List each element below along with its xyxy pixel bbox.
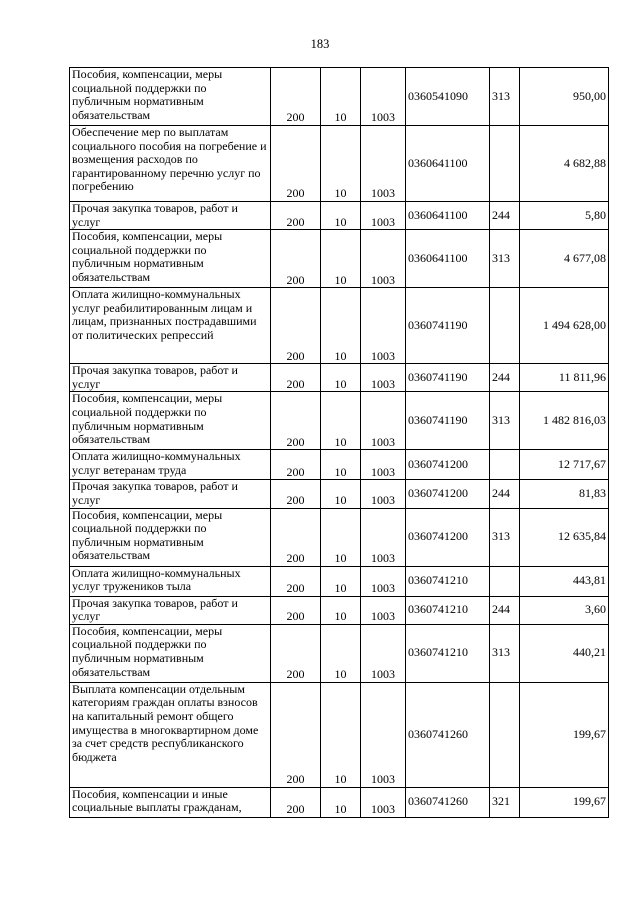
expense-type-code-cell: 244 — [490, 480, 520, 508]
section-code-cell: 10 — [321, 126, 361, 202]
amount-cell: 1 482 816,03 — [520, 392, 609, 450]
expense-type-code-cell: 313 — [490, 624, 520, 682]
table-row — [70, 230, 609, 288]
table-row — [70, 596, 609, 624]
table-row — [70, 68, 609, 126]
row-name-cell: Обеспечение мер по выплатам социального пособия на погребение и возмещения расходов по гарантированному перечню услуг по погребению — [70, 126, 271, 202]
row-name-cell: Оплата жилищно-коммунальных услуг тружеников тыла — [70, 566, 271, 596]
row-name-cell: Прочая закупка товаров, работ и услуг — [70, 596, 271, 624]
expense-type-code-cell: 244 — [490, 596, 520, 624]
table-row — [70, 392, 609, 450]
expense-type-code-cell: 321 — [490, 787, 520, 817]
ministry-code-cell: 200 — [271, 596, 321, 624]
row-name-cell: Пособия, компенсации, меры социальной поддержки по публичным нормативным обязательствам — [70, 624, 271, 682]
ministry-code-cell: 200 — [271, 364, 321, 392]
section-code-cell: 10 — [321, 68, 361, 126]
table-row — [70, 624, 609, 682]
row-name-cell: Пособия, компенсации, меры социальной поддержки по публичным нормативным обязательствам — [70, 392, 271, 450]
ministry-code-cell: 200 — [271, 288, 321, 364]
expense-type-code-cell: 313 — [490, 392, 520, 450]
expense-type-code-cell: 313 — [490, 230, 520, 288]
expense-type-code-cell: 313 — [490, 68, 520, 126]
amount-cell: 3,60 — [520, 596, 609, 624]
expense-type-code-cell — [490, 682, 520, 787]
table-row — [70, 566, 609, 596]
expense-type-code-cell: 244 — [490, 202, 520, 230]
section-code-cell: 10 — [321, 508, 361, 566]
section-code-cell: 10 — [321, 596, 361, 624]
budget-table — [69, 67, 609, 818]
amount-cell: 11 811,96 — [520, 364, 609, 392]
subsection-code-cell: 1003 — [361, 596, 406, 624]
target-article-code-cell: 0360741260 — [406, 682, 490, 787]
target-article-code-cell: 0360741190 — [406, 392, 490, 450]
subsection-code-cell: 1003 — [361, 392, 406, 450]
subsection-code-cell: 1003 — [361, 787, 406, 817]
subsection-code-cell: 1003 — [361, 480, 406, 508]
amount-cell: 950,00 — [520, 68, 609, 126]
ministry-code-cell: 200 — [271, 202, 321, 230]
amount-cell: 12 635,84 — [520, 508, 609, 566]
target-article-code-cell: 0360641100 — [406, 202, 490, 230]
amount-cell: 5,80 — [520, 202, 609, 230]
table-row — [70, 480, 609, 508]
section-code-cell: 10 — [321, 364, 361, 392]
amount-cell: 443,81 — [520, 566, 609, 596]
ministry-code-cell: 200 — [271, 624, 321, 682]
amount-cell: 199,67 — [520, 682, 609, 787]
target-article-code-cell: 0360741260 — [406, 787, 490, 817]
section-code-cell: 10 — [321, 202, 361, 230]
target-article-code-cell: 0360741200 — [406, 480, 490, 508]
amount-cell: 1 494 628,00 — [520, 288, 609, 364]
subsection-code-cell: 1003 — [361, 202, 406, 230]
row-name-cell: Оплата жилищно-коммунальных услуг ветеранам труда — [70, 450, 271, 480]
subsection-code-cell: 1003 — [361, 288, 406, 364]
subsection-code-cell: 1003 — [361, 68, 406, 126]
row-name-cell: Прочая закупка товаров, работ и услуг — [70, 202, 271, 230]
row-name-cell: Прочая закупка товаров, работ и услуг — [70, 480, 271, 508]
target-article-code-cell: 0360741210 — [406, 596, 490, 624]
subsection-code-cell: 1003 — [361, 566, 406, 596]
amount-cell: 4 682,88 — [520, 126, 609, 202]
ministry-code-cell: 200 — [271, 392, 321, 450]
expense-type-code-cell — [490, 126, 520, 202]
row-name-cell: Пособия, компенсации и иные социальные выплаты гражданам, — [70, 787, 271, 817]
target-article-code-cell: 0360541090 — [406, 68, 490, 126]
section-code-cell: 10 — [321, 682, 361, 787]
row-name-cell: Пособия, компенсации, меры социальной поддержки по публичным нормативным обязательствам — [70, 508, 271, 566]
section-code-cell: 10 — [321, 450, 361, 480]
subsection-code-cell: 1003 — [361, 230, 406, 288]
expense-type-code-cell — [490, 288, 520, 364]
target-article-code-cell: 0360741200 — [406, 450, 490, 480]
amount-cell: 12 717,67 — [520, 450, 609, 480]
section-code-cell: 10 — [321, 230, 361, 288]
row-name-cell: Пособия, компенсации, меры социальной поддержки по публичным нормативным обязательствам — [70, 230, 271, 288]
table-row — [70, 508, 609, 566]
subsection-code-cell: 1003 — [361, 624, 406, 682]
subsection-code-cell: 1003 — [361, 126, 406, 202]
table-row — [70, 682, 609, 787]
page-number: 183 — [310, 37, 330, 51]
ministry-code-cell: 200 — [271, 787, 321, 817]
ministry-code-cell: 200 — [271, 566, 321, 596]
row-name-cell: Оплата жилищно-коммунальных услуг реабилитированным лицам и лицам, признанных пострадавшими от политических репрессий — [70, 288, 271, 364]
amount-cell: 199,67 — [520, 787, 609, 817]
section-code-cell: 10 — [321, 288, 361, 364]
target-article-code-cell: 0360741190 — [406, 288, 490, 364]
table-row — [70, 288, 609, 364]
amount-cell: 440,21 — [520, 624, 609, 682]
table-body — [70, 68, 609, 818]
table-row — [70, 126, 609, 202]
amount-cell: 4 677,08 — [520, 230, 609, 288]
target-article-code-cell: 0360741210 — [406, 624, 490, 682]
section-code-cell: 10 — [321, 624, 361, 682]
ministry-code-cell: 200 — [271, 682, 321, 787]
table-row — [70, 364, 609, 392]
subsection-code-cell: 1003 — [361, 364, 406, 392]
expense-type-code-cell: 313 — [490, 508, 520, 566]
table-row — [70, 202, 609, 230]
amount-cell: 81,83 — [520, 480, 609, 508]
ministry-code-cell: 200 — [271, 68, 321, 126]
subsection-code-cell: 1003 — [361, 450, 406, 480]
target-article-code-cell: 0360741200 — [406, 508, 490, 566]
table-row — [70, 450, 609, 480]
ministry-code-cell: 200 — [271, 126, 321, 202]
row-name-cell: Пособия, компенсации, меры социальной поддержки по публичным нормативным обязательствам — [70, 68, 271, 126]
section-code-cell: 10 — [321, 566, 361, 596]
target-article-code-cell: 0360641100 — [406, 230, 490, 288]
subsection-code-cell: 1003 — [361, 508, 406, 566]
table-row — [70, 787, 609, 817]
expense-type-code-cell: 244 — [490, 364, 520, 392]
subsection-code-cell: 1003 — [361, 682, 406, 787]
section-code-cell: 10 — [321, 392, 361, 450]
section-code-cell: 10 — [321, 480, 361, 508]
target-article-code-cell: 0360641100 — [406, 126, 490, 202]
section-code-cell: 10 — [321, 787, 361, 817]
row-name-cell: Прочая закупка товаров, работ и услуг — [70, 364, 271, 392]
expense-type-code-cell — [490, 566, 520, 596]
target-article-code-cell: 0360741190 — [406, 364, 490, 392]
row-name-cell: Выплата компенсации отдельным категориям граждан оплаты взносов на капитальный ремонт общего имущества в многоквартирном доме за счет средств республиканского бюджета — [70, 682, 271, 787]
ministry-code-cell: 200 — [271, 450, 321, 480]
expense-type-code-cell — [490, 450, 520, 480]
ministry-code-cell: 200 — [271, 508, 321, 566]
target-article-code-cell: 0360741210 — [406, 566, 490, 596]
ministry-code-cell: 200 — [271, 480, 321, 508]
ministry-code-cell: 200 — [271, 230, 321, 288]
